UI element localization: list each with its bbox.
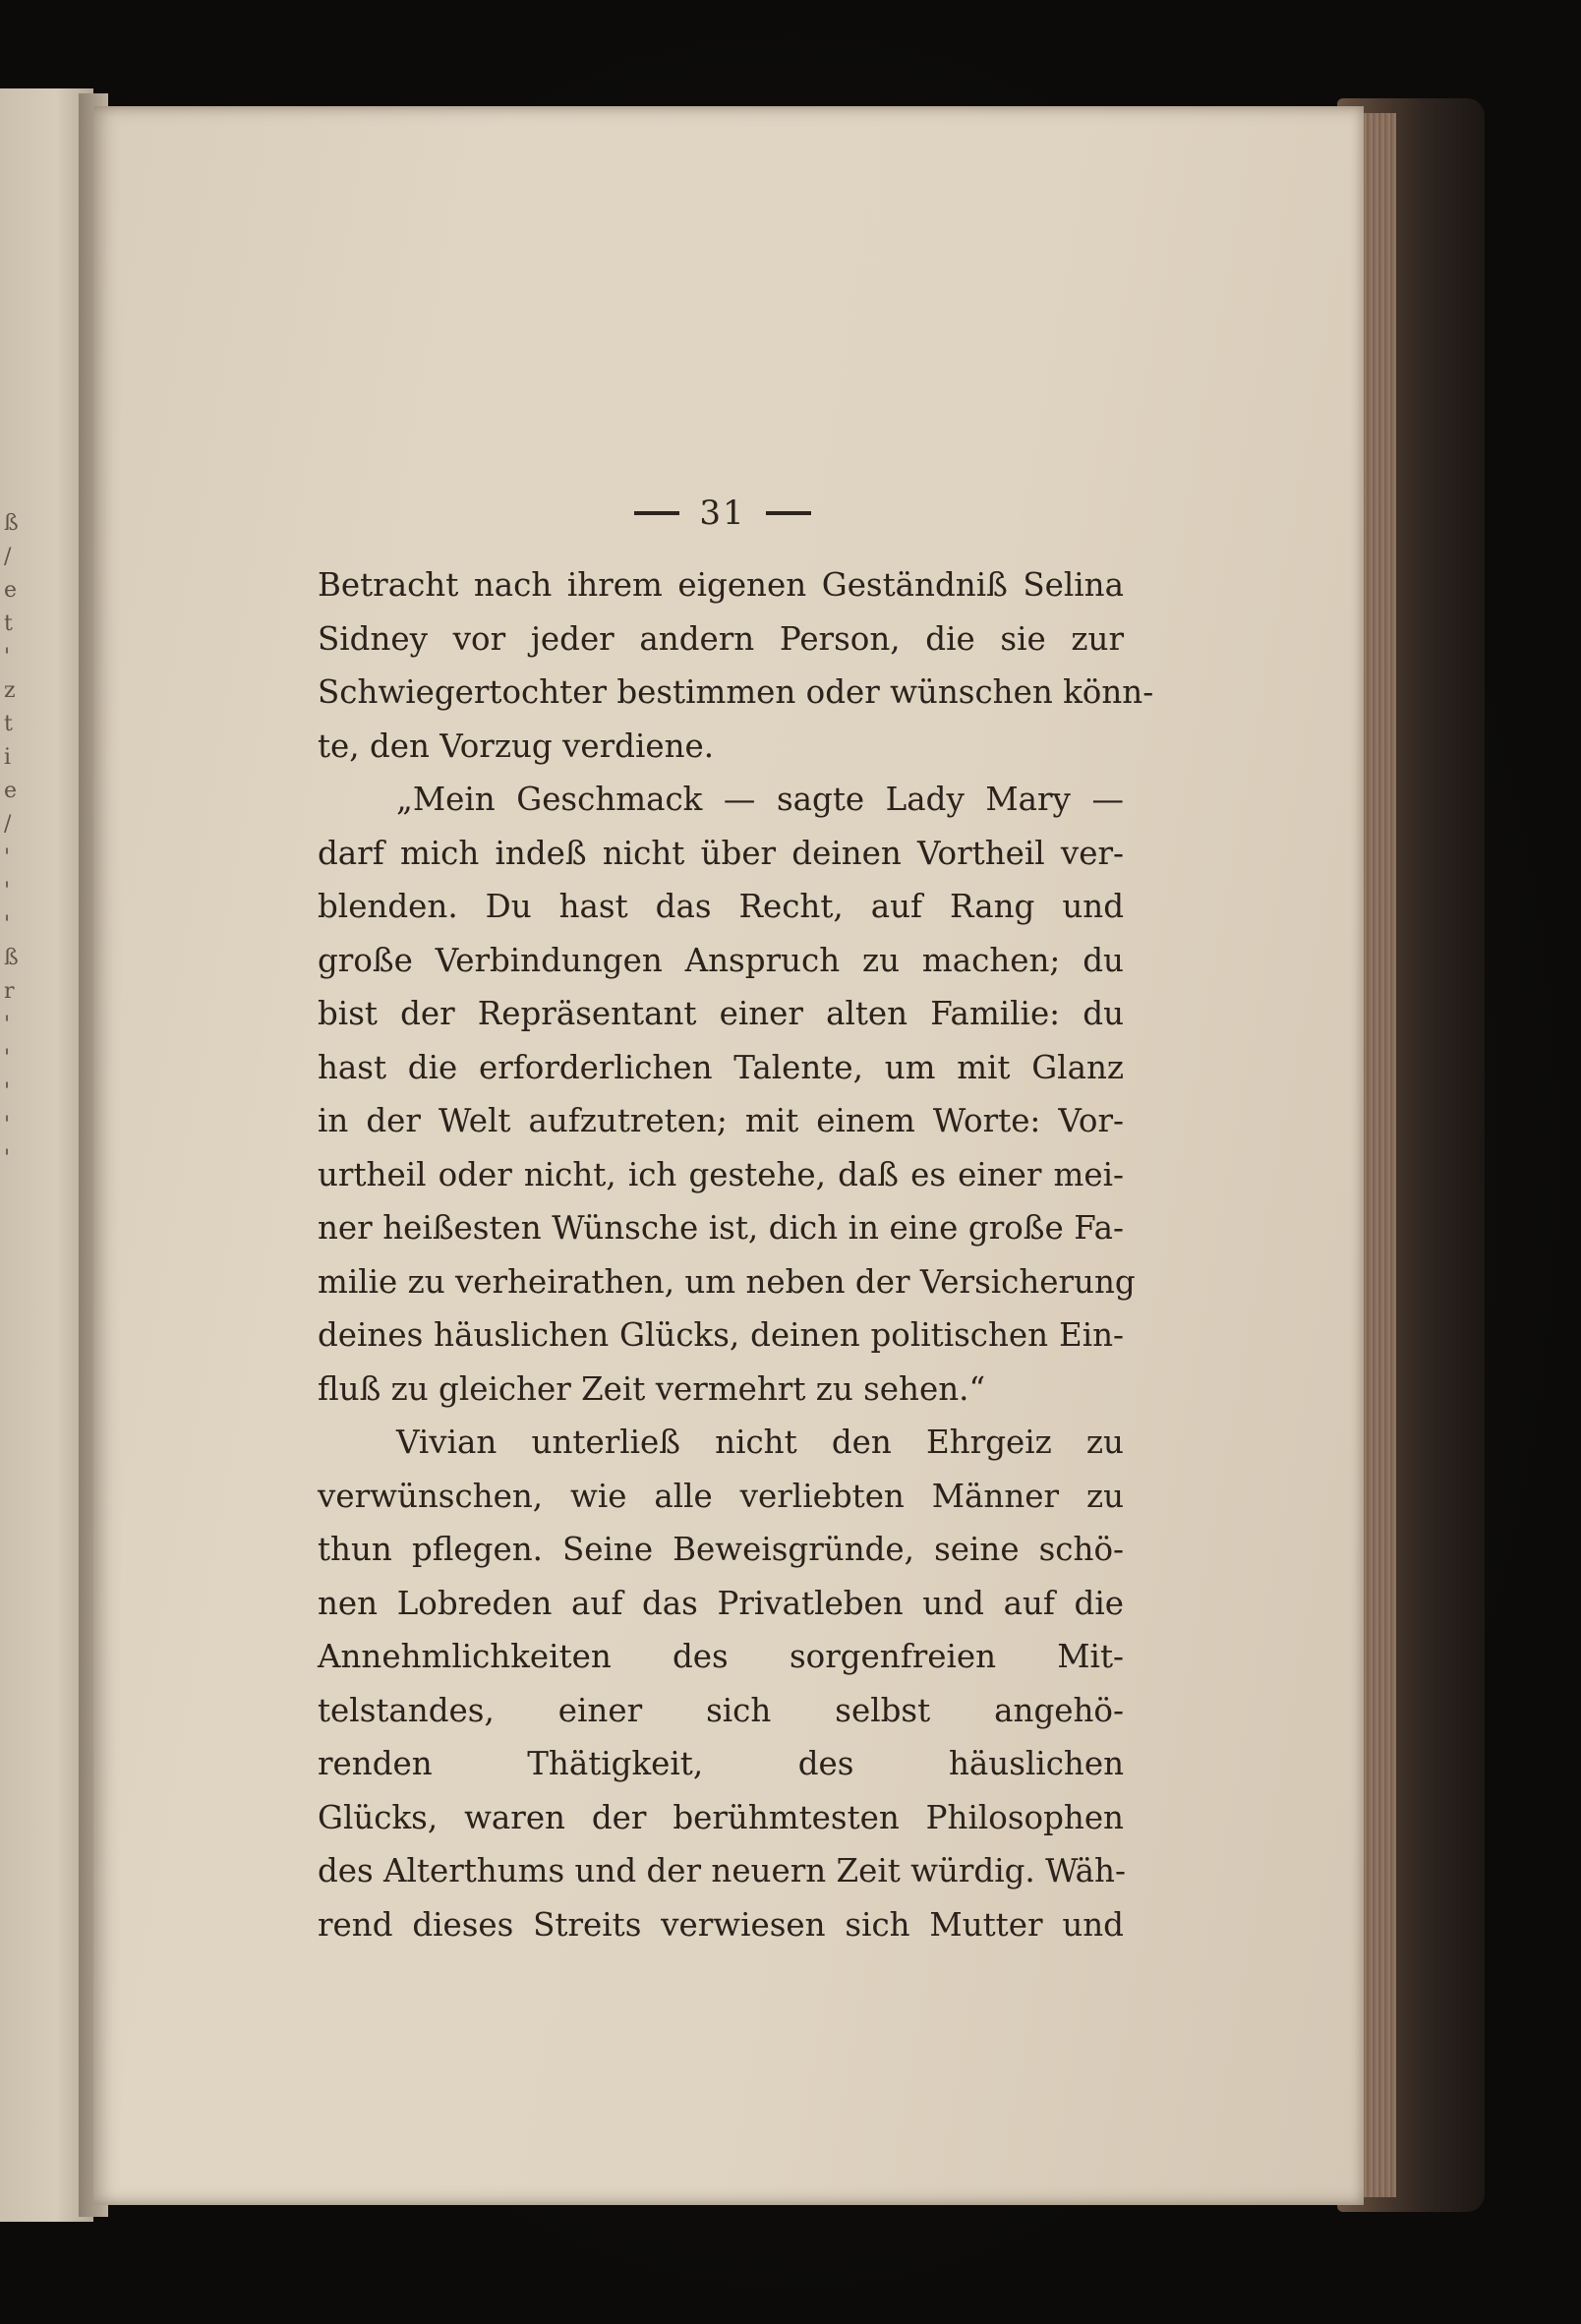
text-line: nen Lobreden auf das Privatleben und auf die — [318, 1584, 1124, 1622]
left-mark: t — [4, 712, 13, 736]
text-line: fluß zu gleicher Zeit vermehrt zu sehen.“ — [318, 1369, 986, 1408]
left-mark: ' — [4, 1146, 11, 1171]
text-line: deines häuslichen Glücks, deinen politischen Ein- — [318, 1316, 1124, 1354]
left-mark: ' — [4, 845, 11, 870]
text-line: darf mich indeß nicht über deinen Vortheil ver- — [318, 834, 1124, 872]
text-line: große Verbindungen Anspruch zu machen; du — [318, 941, 1124, 979]
header-dash-left — [634, 511, 679, 515]
text-line: des Alterthums und der neuern Zeit würdig. Wäh- — [318, 1852, 1126, 1889]
text-line: bist der Repräsentant einer alten Familie: du — [318, 995, 1124, 1032]
text-line: Sidney vor jeder andern Person, die sie zur — [318, 619, 1124, 658]
text-line: in der Welt aufzutreten; mit einem Worte: Vor- — [318, 1102, 1124, 1139]
text-line: thun pflegen. Seine Beweisgründe, seine schö- — [318, 1531, 1124, 1568]
left-mark: ' — [4, 645, 11, 669]
text-line: Betracht nach ihrem eigenen Geständniß Selina — [318, 566, 1124, 604]
left-mark: t — [4, 611, 13, 636]
text-line: telstandes, einer sich selbst angehö- — [318, 1691, 1124, 1729]
text-line: Glücks, waren der berühmtesten Philosophen — [318, 1798, 1124, 1836]
left-mark: r — [4, 979, 15, 1004]
text-line: milie zu verheirathen, um neben der Versicherung — [318, 1262, 1136, 1301]
left-mark: / — [4, 545, 12, 569]
left-mark: i — [4, 745, 12, 770]
left-mark: / — [4, 812, 12, 837]
text-line: urtheil oder nicht, ich gestehe, daß es einer mei- — [318, 1155, 1124, 1193]
body-text — [318, 558, 1154, 1951]
left-mark: ' — [4, 912, 11, 937]
left-mark: ' — [4, 879, 11, 903]
left-mark: z — [4, 678, 16, 703]
left-mark: ' — [4, 1113, 11, 1137]
left-mark: ß — [4, 946, 19, 970]
text-line: ner heißesten Wünsche ist, dich in eine große Fa- — [318, 1209, 1124, 1247]
left-mark: ' — [4, 1046, 11, 1071]
text-line: rend dieses Streits verwiesen sich Mutter und — [318, 1905, 1124, 1944]
text-line: te, den Vorzug verdiene. — [318, 726, 715, 765]
text-line: „Mein Geschmack — sagte Lady Mary — — [396, 781, 1124, 818]
book-page — [93, 106, 1364, 2205]
left-mark: ' — [4, 1079, 11, 1104]
text-line: hast die erforderlichen Talente, um mit Glanz — [318, 1048, 1124, 1086]
page-number: 31 — [699, 494, 746, 533]
text-line: Schwiegertochter bestimmen oder wünschen könn- — [318, 673, 1154, 711]
text-line: renden Thätigkeit, des häuslichen — [318, 1745, 1124, 1782]
header-dash-right — [766, 511, 811, 515]
left-mark: ' — [4, 1013, 11, 1037]
left-mark: e — [4, 779, 18, 803]
text-line: verwünschen, wie alle verliebten Männer zu — [318, 1477, 1124, 1515]
left-page-marks — [4, 511, 24, 1593]
text-line: Annehmlichkeiten des sorgenfreien Mit- — [318, 1638, 1124, 1675]
left-mark: e — [4, 578, 18, 603]
text-line: Vivian unterließ nicht den Ehrgeiz zu — [396, 1423, 1124, 1461]
page-header — [605, 490, 841, 537]
text-line: blenden. Du hast das Recht, auf Rang und — [318, 888, 1124, 925]
left-mark: ß — [4, 511, 19, 536]
